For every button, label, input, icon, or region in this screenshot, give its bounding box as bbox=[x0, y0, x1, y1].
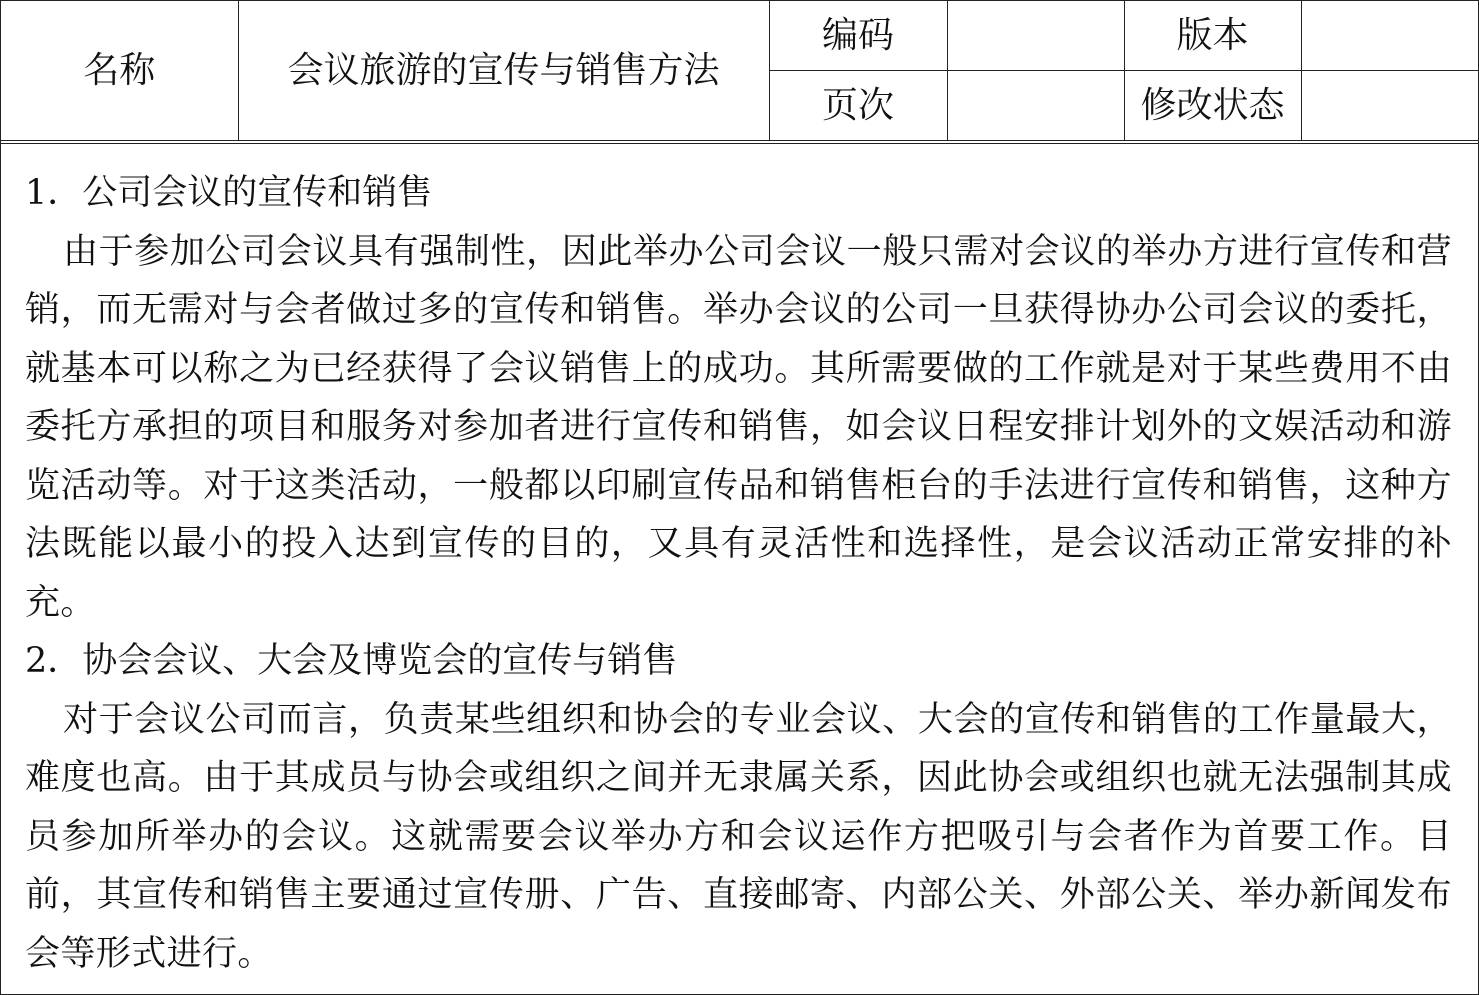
section-2 bbox=[25, 632, 1452, 983]
version-label-cell bbox=[1124, 1, 1301, 71]
status-label: 修改状态 bbox=[1140, 84, 1285, 126]
section-paragraph: 由于参加公司会议具有强制性，因此举办公司会议一般只需对会议的举办方进行宣传和营销，而无需对与会者做过多的宣传和销售。举办会议的公司一旦获得协办公司会议的委托，就基本可以称之为已经获得了会议销售上的成功。其所需要做的工作就是对于某些费用不由委托方承担的项目和服务对参加者进行宣传和销售，如会议日程安排计划外的文娱活动和游览活动等。对于这类活动，一般都以印刷宣传品和销售柜台的手法进行宣传和销售，这种方法既能以最小的投入达到宣传的目的，又具有灵活性和选择性，是会议活动正常安排的补充。 bbox=[25, 231, 1452, 623]
document-title: 会议旅游的宣传与销售方法 bbox=[287, 49, 720, 91]
version-label: 版本 bbox=[1176, 14, 1249, 56]
code-label: 编码 bbox=[821, 14, 894, 56]
document-header-table bbox=[1, 1, 1478, 141]
section-1 bbox=[25, 164, 1452, 632]
header-row-1 bbox=[1, 1, 1478, 71]
version-value-cell bbox=[1301, 1, 1478, 71]
page-label: 页次 bbox=[821, 84, 894, 126]
status-label-cell bbox=[1124, 71, 1301, 141]
page-value-cell bbox=[947, 71, 1124, 141]
code-value-cell bbox=[947, 1, 1124, 71]
section-heading: 1．公司会议的宣传和销售 bbox=[25, 173, 433, 213]
status-value-cell bbox=[1301, 71, 1478, 141]
name-label-cell bbox=[1, 1, 238, 141]
section-paragraph: 对于会议公司而言，负责某些组织和协会的专业会议、大会的宣传和销售的工作量最大，难度也高。由于其成员与协会或组织之间并无隶属关系，因此协会或组织也就无法强制其成员参加所举办的会议。这就需要会议举办方和会议运作方把吸引与会者作为首要工作。目前，其宣传和销售主要通过宣传册、广告、直接邮寄、内部公关、外部公关、举办新闻发布会等形式进行。 bbox=[25, 699, 1452, 974]
name-value-cell bbox=[238, 1, 769, 141]
code-label-cell bbox=[769, 1, 947, 71]
document-body bbox=[1, 143, 1478, 994]
section-heading: 2．协会会议、大会及博览会的宣传与销售 bbox=[25, 641, 678, 681]
name-label: 名称 bbox=[83, 49, 156, 91]
page-label-cell bbox=[769, 71, 947, 141]
